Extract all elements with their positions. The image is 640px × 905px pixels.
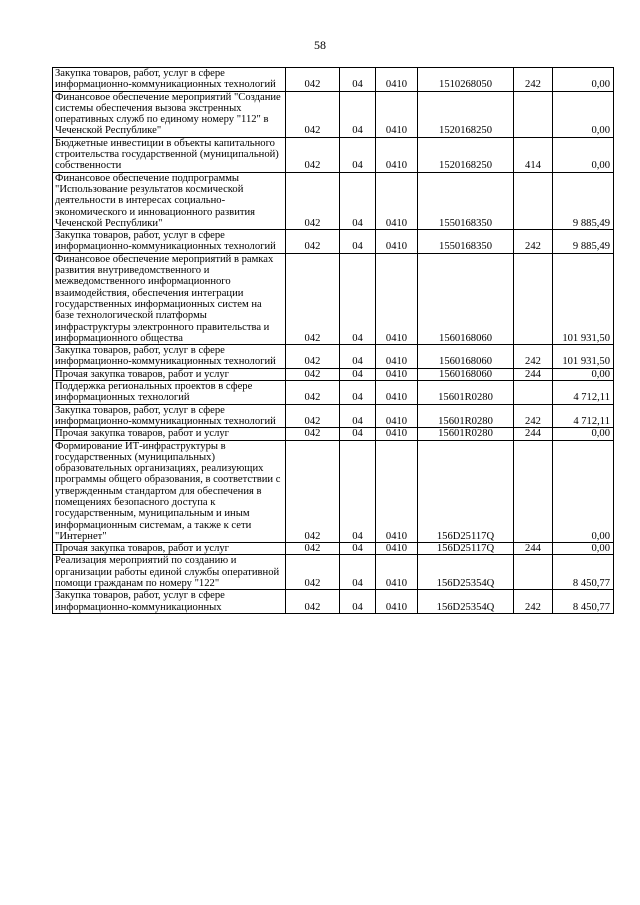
- row-name: Закупка товаров, работ, услуг в сфере информационно-коммуникационных технологий: [53, 68, 286, 92]
- row-sum: 101 931,50: [553, 253, 614, 344]
- table-row: [53, 172, 614, 229]
- row-section: 04: [340, 368, 376, 380]
- row-section: 04: [340, 68, 376, 92]
- row-subsection: 0410: [376, 137, 418, 172]
- row-section: 04: [340, 590, 376, 614]
- row-sum: 9 885,49: [553, 230, 614, 254]
- row-section: 04: [340, 137, 376, 172]
- row-name: Прочая закупка товаров, работ и услуг: [53, 543, 286, 555]
- row-grbs: 042: [286, 137, 340, 172]
- row-grbs: 042: [286, 543, 340, 555]
- row-grbs: 042: [286, 590, 340, 614]
- row-subsection: 0410: [376, 543, 418, 555]
- row-expense-type: [514, 440, 553, 543]
- row-section: 04: [340, 404, 376, 428]
- row-name: Закупка товаров, работ, услуг в сфере информационно-коммуникационных технологий: [53, 404, 286, 428]
- row-expense-type: 414: [514, 137, 553, 172]
- row-name: Финансовое обеспечение мероприятий "Создание системы обеспечения вызова экстренных оперативных служб по единому номеру "112" в Чеченской Республике": [53, 91, 286, 137]
- row-name: Поддержка региональных проектов в сфере информационных технологий: [53, 381, 286, 405]
- row-name: Закупка товаров, работ, услуг в сфере информационно-коммуникационных: [53, 590, 286, 614]
- row-grbs: 042: [286, 68, 340, 92]
- row-name: Прочая закупка товаров, работ и услуг: [53, 368, 286, 380]
- row-target-article: 156D25117Q: [418, 543, 514, 555]
- row-target-article: 1550168350: [418, 230, 514, 254]
- row-grbs: 042: [286, 368, 340, 380]
- table-row: [53, 345, 614, 369]
- row-grbs: 042: [286, 440, 340, 543]
- row-sum: 101 931,50: [553, 345, 614, 369]
- row-subsection: 0410: [376, 172, 418, 229]
- row-subsection: 0410: [376, 381, 418, 405]
- row-expense-type: [514, 172, 553, 229]
- row-expense-type: [514, 91, 553, 137]
- row-expense-type: 242: [514, 590, 553, 614]
- row-expense-type: 244: [514, 428, 553, 440]
- table-row: [53, 253, 614, 344]
- row-expense-type: 242: [514, 68, 553, 92]
- row-subsection: 0410: [376, 368, 418, 380]
- row-sum: 0,00: [553, 91, 614, 137]
- row-grbs: 042: [286, 381, 340, 405]
- row-section: 04: [340, 253, 376, 344]
- row-expense-type: 244: [514, 543, 553, 555]
- row-section: 04: [340, 345, 376, 369]
- row-section: 04: [340, 543, 376, 555]
- row-subsection: 0410: [376, 555, 418, 590]
- row-sum: 0,00: [553, 68, 614, 92]
- row-sum: 0,00: [553, 440, 614, 543]
- row-sum: 8 450,77: [553, 590, 614, 614]
- row-target-article: 156D25354Q: [418, 555, 514, 590]
- row-section: 04: [340, 230, 376, 254]
- row-sum: 9 885,49: [553, 172, 614, 229]
- row-target-article: 1510268050: [418, 68, 514, 92]
- row-sum: 4 712,11: [553, 404, 614, 428]
- row-target-article: 15601R0280: [418, 404, 514, 428]
- row-grbs: 042: [286, 172, 340, 229]
- row-target-article: 1560168060: [418, 368, 514, 380]
- row-section: 04: [340, 555, 376, 590]
- row-sum: 4 712,11: [553, 381, 614, 405]
- row-sum: 0,00: [553, 137, 614, 172]
- row-name: Закупка товаров, работ, услуг в сфере информационно-коммуникационных технологий: [53, 230, 286, 254]
- row-grbs: 042: [286, 555, 340, 590]
- row-subsection: 0410: [376, 404, 418, 428]
- budget-table-body: [53, 68, 614, 614]
- table-row: [53, 440, 614, 543]
- row-target-article: 156D25117Q: [418, 440, 514, 543]
- row-name: Бюджетные инвестиции в объекты капитального строительства государственной (муниципальной) собственности: [53, 137, 286, 172]
- table-row: [53, 543, 614, 555]
- row-grbs: 042: [286, 404, 340, 428]
- row-grbs: 042: [286, 253, 340, 344]
- row-name: Финансовое обеспечение мероприятий в рамках развития внутриведомственного и межведомственного информационного взаимодействия, обеспечения интеграции государственных информационных систем на базе технологической платформы инфраструктуры электронного правительства и информационного общества: [53, 253, 286, 344]
- row-name: Финансовое обеспечение подпрограммы "Использование результатов космической деятельности в интересах социально-экономического и инновационного развития Чеченской Республики": [53, 172, 286, 229]
- row-grbs: 042: [286, 230, 340, 254]
- row-name: Прочая закупка товаров, работ и услуг: [53, 428, 286, 440]
- row-expense-type: [514, 555, 553, 590]
- table-row: [53, 68, 614, 92]
- table-row: [53, 230, 614, 254]
- row-subsection: 0410: [376, 91, 418, 137]
- table-row: [53, 428, 614, 440]
- row-grbs: 042: [286, 345, 340, 369]
- row-grbs: 042: [286, 91, 340, 137]
- row-target-article: 1550168350: [418, 172, 514, 229]
- row-subsection: 0410: [376, 68, 418, 92]
- table-row: [53, 381, 614, 405]
- row-name: Закупка товаров, работ, услуг в сфере информационно-коммуникационных технологий: [53, 345, 286, 369]
- row-sum: 0,00: [553, 428, 614, 440]
- table-row: [53, 555, 614, 590]
- table-row: [53, 91, 614, 137]
- row-section: 04: [340, 91, 376, 137]
- table-row: [53, 590, 614, 614]
- table-row: [53, 137, 614, 172]
- row-expense-type: 242: [514, 404, 553, 428]
- row-subsection: 0410: [376, 590, 418, 614]
- row-expense-type: 242: [514, 230, 553, 254]
- row-sum: 8 450,77: [553, 555, 614, 590]
- row-target-article: 156D25354Q: [418, 590, 514, 614]
- row-name: Формирование ИТ-инфраструктуры в государственных (муниципальных) образовательных организациях, реализующих программы общего образования, в соответствии с утвержденным стандартом для обеспечения в помещениях безопасного доступа к государственным, муниципальным и иным информационным системам, а также к сети "Интернет": [53, 440, 286, 543]
- table-row: [53, 368, 614, 380]
- row-section: 04: [340, 428, 376, 440]
- row-subsection: 0410: [376, 428, 418, 440]
- row-section: 04: [340, 172, 376, 229]
- row-target-article: 1560168060: [418, 253, 514, 344]
- row-expense-type: [514, 381, 553, 405]
- row-target-article: 15601R0280: [418, 428, 514, 440]
- row-target-article: 1560168060: [418, 345, 514, 369]
- row-expense-type: 242: [514, 345, 553, 369]
- row-grbs: 042: [286, 428, 340, 440]
- budget-table: [52, 67, 614, 614]
- row-target-article: 15601R0280: [418, 381, 514, 405]
- row-sum: 0,00: [553, 368, 614, 380]
- row-section: 04: [340, 381, 376, 405]
- row-subsection: 0410: [376, 345, 418, 369]
- row-expense-type: 244: [514, 368, 553, 380]
- row-subsection: 0410: [376, 253, 418, 344]
- row-subsection: 0410: [376, 230, 418, 254]
- table-row: [53, 404, 614, 428]
- row-name: Реализация мероприятий по созданию и организации работы единой службы оперативной помощи гражданам по номеру "122": [53, 555, 286, 590]
- row-sum: 0,00: [553, 543, 614, 555]
- row-section: 04: [340, 440, 376, 543]
- row-target-article: 1520168250: [418, 137, 514, 172]
- row-target-article: 1520168250: [418, 91, 514, 137]
- row-subsection: 0410: [376, 440, 418, 543]
- page-number: 58: [314, 38, 326, 52]
- row-expense-type: [514, 253, 553, 344]
